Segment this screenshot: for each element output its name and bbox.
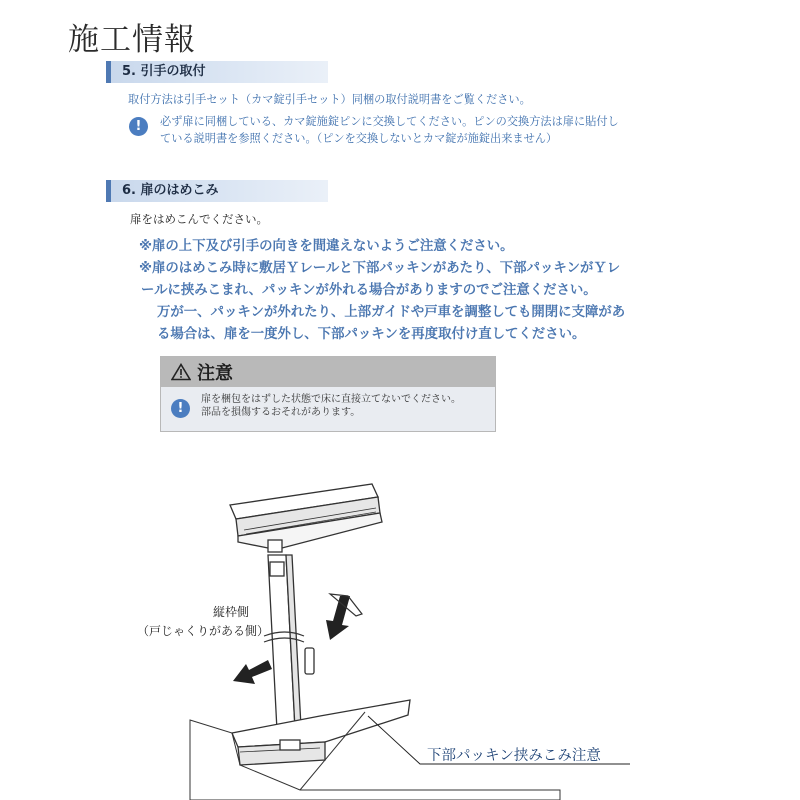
note-line: ※扉のはめこみ時に敷居Ｙレールと下部パッキンがあたり、下部パッキンがＹレ xyxy=(139,261,621,276)
caution-line: 扉を梱包をはずした状態で床に直接立てないでください。 xyxy=(201,394,461,405)
exclamation-icon: ! xyxy=(129,117,148,136)
note-line: ※扉の上下及び引手の向きを間違えないようご注意ください。 xyxy=(139,239,514,254)
door-installation-diagram xyxy=(0,440,800,800)
warning-triangle-icon xyxy=(171,363,191,381)
note-line: ールに挟みこまれ、パッキンが外れる場合がありますのでご注意ください。 xyxy=(141,283,597,298)
section-6-notes xyxy=(139,236,625,346)
section-5-note-line: ている説明書を参照ください。（ピンを交換しないとカマ錠が施錠出来ません） xyxy=(160,132,558,145)
caution-body xyxy=(161,387,495,431)
figure-label-packing-caution: 下部パッキン挟みこみ注意 xyxy=(427,748,601,764)
figure-label-frame-side-note: （戸じゃくりがある側） xyxy=(137,624,270,638)
caution-box xyxy=(160,356,496,432)
figure-label-frame-side: 縦枠側 xyxy=(213,605,250,619)
exclamation-icon: ! xyxy=(171,399,190,418)
section-heading-door-fitting: 6. 扉のはめこみ xyxy=(106,180,328,202)
note-line: る場合は、扉を一度外し、下部パッキンを再度取付け直してください。 xyxy=(157,327,586,342)
top-rail xyxy=(230,484,382,552)
caution-text xyxy=(201,393,461,419)
section-heading-handle: 5. 引手の取付 xyxy=(106,61,328,83)
page-title: 施工情報 xyxy=(68,22,196,58)
note-line: 万が一、パッキンが外れたり、上部ガイドや戸車を調整しても開閉に支障があ xyxy=(157,305,626,320)
caution-header xyxy=(161,357,495,387)
section-6-intro: 扉をはめこんでください。 xyxy=(130,212,268,226)
arrow-left-icon xyxy=(233,660,272,684)
arrow-down-icon xyxy=(326,594,362,640)
caution-line: 部品を損傷するおそれがあります。 xyxy=(201,407,361,418)
caution-title: 注意 xyxy=(197,363,233,384)
section-5-intro: 取付方法は引手セット（カマ錠引手セット）同梱の取付説明書をご覧ください。 xyxy=(128,93,531,106)
section-5-note xyxy=(160,113,619,147)
section-5-note-line: 必ず扉に同梱している、カマ錠施錠ピンに交換してください。ピンの交換方法は扉に貼付し xyxy=(160,115,619,128)
